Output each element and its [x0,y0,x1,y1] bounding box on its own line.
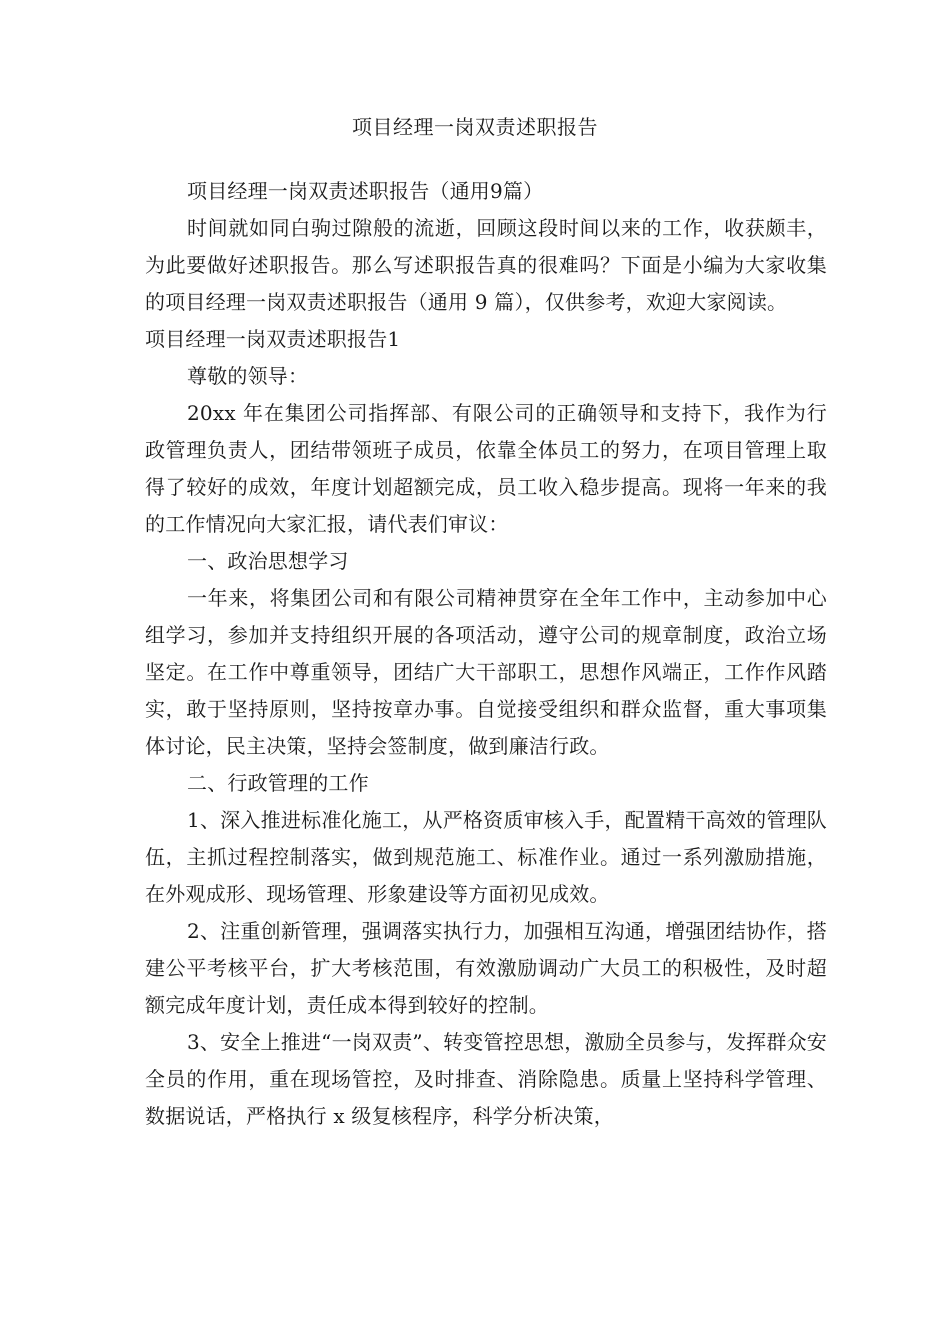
section-heading-report-1: 项目经理一岗双责述职报告1 [145,327,401,351]
paragraph-political-study: 一年来，将集团公司和有限公司精神贯穿在全年工作中，主动参加中心组学习，参加并支持组织开展的各项活动，遵守公司的规章制度，政治立场坚定。在工作中尊重领导，团结广大干部职工，思想作风端正，工作作风踏实，敢于坚持原则，坚持按章办事。自觉接受组织和群众监督，重大事项集体讨论，民主决策，坚持会签制度，做到廉洁行政。 [145,586,827,758]
paragraph-item-1: 1、深入推进标准化施工，从严格资质审核入手，配置精干高效的管理队伍，主抓过程控制落实，做到规范施工、标准作业。通过一系列激励措施，在外观成形、现场管理、形象建设等方面初见成效。 [145,808,827,906]
document-body [145,173,827,1135]
paragraph-salutation: 尊敬的领导： [187,364,309,388]
paragraph-item-3: 3、安全上推进“一岗双责”、转变管控思想，激励全员参与，发挥群众安全员的作用，重在现场管控，及时排查、消除隐患。质量上坚持科学管理、数据说话，严格执行 x 级复核程序，科学分析决策， [145,1030,827,1128]
paragraph-subtitle: 项目经理一岗双责述职报告（通用9篇） [187,179,544,203]
heading-political-study: 一、政治思想学习 [187,549,349,573]
paragraph-opening: 20xx 年在集团公司指挥部、有限公司的正确领导和支持下，我作为行政管理负责人，团结带领班子成员，依靠全体员工的努力，在项目管理上取得了较好的成效，年度计划超额完成，员工收入稳步提高。现将一年来的我的工作情况向大家汇报，请代表们审议： [145,401,827,536]
heading-admin-work: 二、行政管理的工作 [187,771,369,795]
paragraph-intro: 时间就如同白驹过隙般的流逝，回顾这段时间以来的工作，收获颇丰，为此要做好述职报告。那么写述职报告真的很难吗？下面是小编为大家收集的项目经理一岗双责述职报告（通用 9 篇），仅供参考，欢迎大家阅读。 [145,216,827,314]
paragraph-item-2: 2、注重创新管理，强调落实执行力，加强相互沟通，增强团结协作，搭建公平考核平台，扩大考核范围，有效激励调动广大员工的积极性，及时超额完成年度计划，责任成本得到较好的控制。 [145,919,827,1017]
document-title: 项目经理一岗双责述职报告 [352,115,598,139]
